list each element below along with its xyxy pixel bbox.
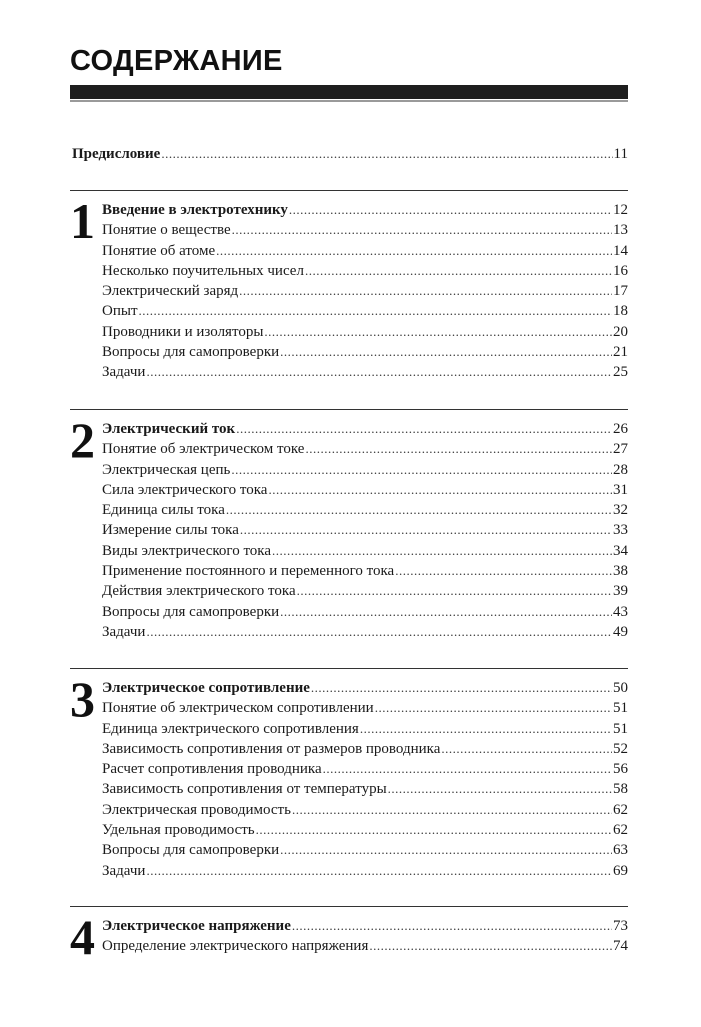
toc-entry-label: Электрический заряд	[102, 283, 239, 300]
toc-entry-label: Действия электрического тока	[102, 583, 296, 600]
toc-entry[interactable]	[102, 480, 628, 500]
toc-entry-label: Вопросы для самопроверки	[102, 603, 280, 620]
toc-entry[interactable]	[102, 281, 628, 301]
toc-entry-page: 51	[613, 700, 628, 717]
toc-entry[interactable]	[102, 342, 628, 362]
toc-entry-label: Вопросы для самопроверки	[102, 344, 280, 361]
toc-entry[interactable]	[102, 602, 628, 622]
toc-entry-page: 52	[613, 740, 628, 757]
dot-leader	[236, 419, 612, 439]
dot-leader	[280, 840, 612, 860]
chapter-1-entries	[102, 200, 628, 383]
toc-entry-page: 39	[613, 583, 628, 600]
toc-entry-page: 49	[613, 623, 628, 640]
toc-entry-page: 50	[613, 680, 628, 696]
chapter-number: 4	[70, 909, 95, 965]
dot-leader	[388, 779, 612, 799]
toc-entry[interactable]	[102, 678, 628, 698]
toc-entry-page: 32	[613, 502, 628, 519]
toc-entry[interactable]	[102, 301, 628, 321]
chapter-number: 1	[70, 193, 95, 249]
toc-entry-label: Понятие о веществе	[102, 222, 231, 239]
toc-entry-page: 38	[613, 563, 628, 580]
toc-entry-label: Удельная проводимость	[102, 822, 255, 839]
dot-leader	[360, 719, 612, 739]
dot-leader	[146, 622, 612, 642]
toc-entry-label: Предисловие	[72, 146, 161, 162]
toc-entry[interactable]	[102, 622, 628, 642]
toc-entry-label: Единица силы тока	[102, 502, 225, 519]
chapter-2-entries	[102, 419, 628, 642]
toc-entry[interactable]	[102, 439, 628, 459]
chapter-divider	[70, 190, 628, 191]
dot-leader	[311, 678, 612, 698]
dot-leader	[216, 241, 612, 261]
toc-entry-page: 34	[613, 542, 628, 559]
toc-entry-page: 26	[613, 421, 628, 437]
toc-entry-page: 69	[613, 862, 628, 879]
toc-entry-page: 18	[613, 303, 628, 320]
toc-entry-label: Понятие об электрическом сопротивлении	[102, 700, 374, 717]
toc-entry-page: 25	[613, 364, 628, 381]
toc-entry-page: 58	[613, 781, 628, 798]
chapter-number: 3	[70, 671, 95, 727]
toc-entry-label: Электрическое напряжение	[102, 918, 291, 934]
toc-entry[interactable]	[102, 261, 628, 281]
toc-entry-label: Несколько поучительных чисел	[102, 262, 304, 279]
toc-entry[interactable]	[102, 322, 628, 342]
toc-entry-page: 17	[613, 283, 628, 300]
toc-entry[interactable]	[102, 779, 628, 799]
dot-leader	[292, 916, 612, 936]
toc-entry[interactable]	[102, 800, 628, 820]
chapter-4-entries	[102, 916, 628, 957]
toc-entry-page: 28	[613, 461, 628, 478]
toc-entry[interactable]	[102, 820, 628, 840]
toc-entry-label: Определение электрического напряжения	[102, 938, 369, 955]
toc-entry-label: Опыт	[102, 303, 138, 320]
toc-entry-label: Измерение силы тока	[102, 522, 239, 539]
toc-entry-label: Задачи	[102, 623, 146, 640]
toc-entry-page: 14	[613, 242, 628, 259]
chapter-divider	[70, 409, 628, 410]
dot-leader	[239, 281, 612, 301]
toc-entry-page: 11	[613, 146, 628, 162]
dot-leader	[305, 261, 612, 281]
dot-leader	[395, 561, 612, 581]
toc-entry-label: Электрическая проводимость	[102, 801, 291, 818]
toc-entry-label: Понятие об электрическом токе	[102, 441, 305, 458]
toc-entry-page: 12	[613, 202, 628, 218]
toc-entry-label: Единица электрического сопротивления	[102, 720, 359, 737]
toc-entry[interactable]	[102, 200, 628, 220]
toc-entry-label: Введение в электротехнику	[102, 202, 288, 218]
toc-entry-label: Электрический ток	[102, 421, 236, 437]
toc-entry-page: 62	[613, 801, 628, 818]
dot-leader	[289, 200, 612, 220]
toc-entry-label: Проводники и изоляторы	[102, 323, 264, 340]
toc-entry-page: 20	[613, 323, 628, 340]
toc-entry[interactable]	[102, 362, 628, 382]
toc-entry-page: 73	[613, 918, 628, 934]
toc-entry[interactable]	[102, 241, 628, 261]
toc-entry-label: Зависимость сопротивления от размеров проводника	[102, 740, 441, 757]
dot-leader	[305, 439, 612, 459]
toc-entry-page: 16	[613, 262, 628, 279]
toc-entry[interactable]	[102, 840, 628, 860]
toc-entry-page: 51	[613, 720, 628, 737]
toc-entry-page: 63	[613, 842, 628, 859]
dot-leader	[161, 144, 612, 164]
toc-entry-page: 33	[613, 522, 628, 539]
chapter-3-entries	[102, 678, 628, 881]
toc-entry-page: 74	[613, 938, 628, 955]
toc-entry-label: Задачи	[102, 364, 146, 381]
toc-entry[interactable]	[102, 581, 628, 601]
toc-entry[interactable]	[102, 936, 628, 956]
toc-entry[interactable]	[102, 500, 628, 520]
toc-entry[interactable]	[102, 916, 628, 936]
toc-entry-page: 62	[613, 822, 628, 839]
dot-leader	[280, 602, 612, 622]
toc-entry-page: 43	[613, 603, 628, 620]
dot-leader	[323, 759, 612, 779]
toc-entry[interactable]	[102, 698, 628, 718]
toc-entry-label: Вопросы для самопроверки	[102, 842, 280, 859]
toc-entry[interactable]	[102, 520, 628, 540]
toc-entry-label: Электрическое сопротивление	[102, 680, 310, 696]
toc-entry[interactable]	[102, 220, 628, 240]
dot-leader	[369, 936, 612, 956]
toc-entry[interactable]	[102, 861, 628, 881]
toc-entry[interactable]	[102, 759, 628, 779]
dot-leader	[297, 581, 612, 601]
dot-leader	[146, 861, 612, 881]
dot-leader	[268, 480, 612, 500]
toc-entry-page: 31	[613, 481, 628, 498]
toc-entry-page: 21	[613, 344, 628, 361]
toc-entry-preface[interactable]	[72, 144, 628, 164]
toc-entry[interactable]	[102, 739, 628, 759]
chapter-divider	[70, 906, 628, 907]
toc-entry-label: Задачи	[102, 862, 146, 879]
dot-leader	[272, 541, 612, 561]
toc-entry-label: Применение постоянного и переменного тока	[102, 563, 395, 580]
toc-entry-page: 56	[613, 761, 628, 778]
dot-leader	[256, 820, 612, 840]
dot-leader	[231, 460, 612, 480]
toc-entry-page: 27	[613, 441, 628, 458]
toc-entry[interactable]	[102, 419, 628, 439]
dot-leader	[264, 322, 612, 342]
dot-leader	[146, 362, 612, 382]
toc-entry-label: Электрическая цепь	[102, 461, 231, 478]
toc-entry[interactable]	[102, 460, 628, 480]
title-underline-bar	[70, 85, 628, 99]
dot-leader	[232, 220, 612, 240]
chapter-number: 2	[70, 412, 95, 468]
dot-leader	[240, 520, 612, 540]
toc-entry-label: Сила электрического тока	[102, 481, 268, 498]
toc-entry-label: Виды электрического тока	[102, 542, 272, 559]
dot-leader	[139, 301, 613, 321]
toc-entry-label: Зависимость сопротивления от температуры	[102, 781, 387, 798]
dot-leader	[441, 739, 612, 759]
chapter-divider	[70, 668, 628, 669]
toc-entry-label: Понятие об атоме	[102, 242, 216, 259]
toc-entry-label: Расчет сопротивления проводника	[102, 761, 322, 778]
dot-leader	[375, 698, 612, 718]
dot-leader	[226, 500, 612, 520]
page-title: СОДЕРЖАНИЕ	[70, 45, 283, 77]
toc-entry[interactable]	[102, 561, 628, 581]
toc-entry-page: 13	[613, 222, 628, 239]
dot-leader	[280, 342, 612, 362]
dot-leader	[292, 800, 612, 820]
toc-entry[interactable]	[102, 719, 628, 739]
toc-entry[interactable]	[102, 541, 628, 561]
